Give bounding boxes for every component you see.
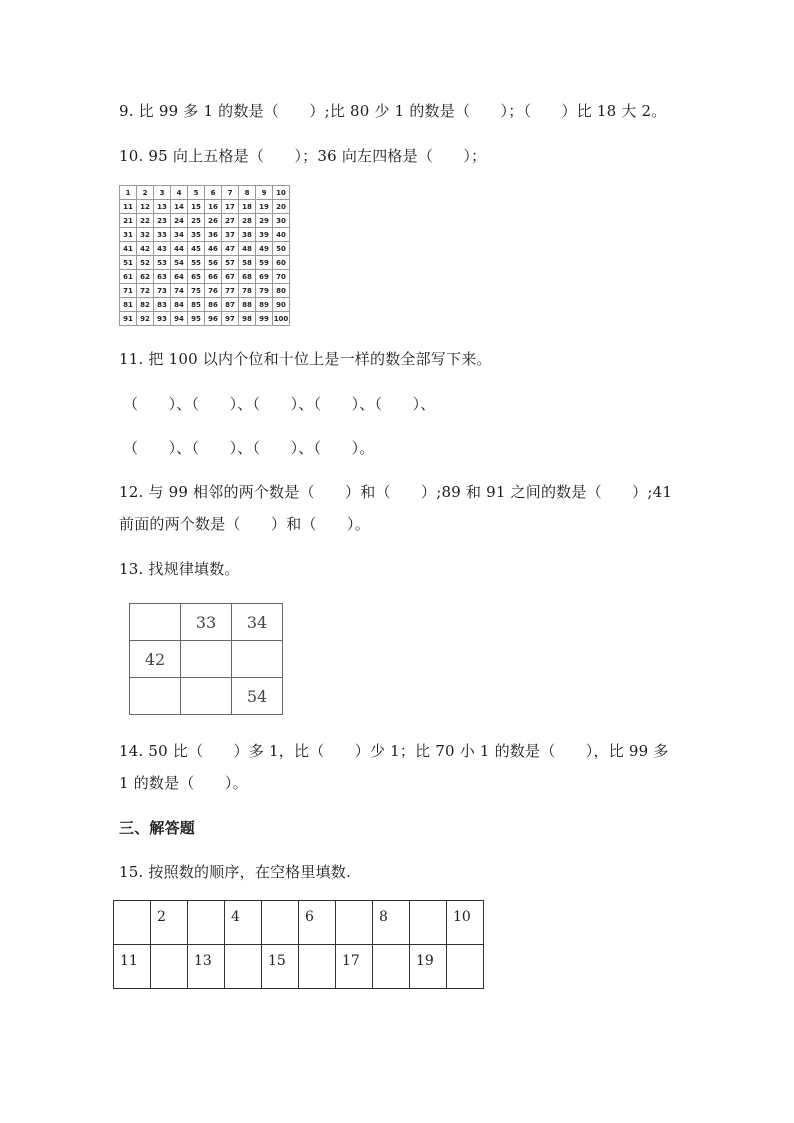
sequence-table-cell: 15: [262, 945, 299, 989]
hundred-chart-cell: 20: [273, 200, 290, 214]
sequence-table-cell: 19: [410, 945, 447, 989]
question-11-blanks-line1: （ ）、（ ）、（ ）、（ ）、（ ）、: [123, 395, 436, 413]
hundred-chart-cell: 67: [222, 270, 239, 284]
hundred-chart-cell: 6: [205, 186, 222, 200]
hundred-chart-cell: 42: [137, 242, 154, 256]
sequence-table-row: [114, 901, 484, 945]
hundred-chart-cell: 36: [205, 228, 222, 242]
hundred-chart-cell: 41: [120, 242, 137, 256]
sequence-table-cell: 2: [151, 901, 188, 945]
hundred-chart-cell: 60: [273, 256, 290, 270]
hundred-chart-cell: 12: [137, 200, 154, 214]
pattern-grid-row: [130, 678, 283, 715]
hundred-chart-cell: 13: [154, 200, 171, 214]
hundred-chart-cell: 45: [188, 242, 205, 256]
hundred-chart-cell: 3: [154, 186, 171, 200]
hundred-chart-cell: 38: [239, 228, 256, 242]
hundred-chart-cell: 25: [188, 214, 205, 228]
hundred-chart-cell: 54: [171, 256, 188, 270]
sequence-table-cell: 11: [114, 945, 151, 989]
sequence-table-row: [114, 945, 484, 989]
hundred-chart-cell: 73: [154, 284, 171, 298]
hundred-chart-cell: 10: [273, 186, 290, 200]
hundred-chart-cell: 28: [239, 214, 256, 228]
hundred-chart-cell: 62: [137, 270, 154, 284]
hundred-chart-cell: 88: [239, 298, 256, 312]
sequence-table-cell[interactable]: [188, 901, 225, 945]
hundred-chart-cell: 47: [222, 242, 239, 256]
pattern-grid-cell[interactable]: [130, 604, 181, 641]
question-9: 9. 比 99 多 1 的数是（ ）;比 80 少 1 的数是（ ）；（ ）比 18 大 2。: [119, 102, 667, 120]
sequence-table-cell: 17: [336, 945, 373, 989]
question-11-title: 11. 把 100 以内个位和十位上是一样的数全部写下来。: [119, 350, 492, 368]
hundred-chart-cell: 95: [188, 312, 205, 326]
sequence-table-cell[interactable]: [114, 901, 151, 945]
hundred-chart-row: [120, 186, 290, 200]
hundred-chart-cell: 63: [154, 270, 171, 284]
hundred-chart-cell: 90: [273, 298, 290, 312]
hundred-chart-cell: 98: [239, 312, 256, 326]
hundred-chart-cell: 40: [273, 228, 290, 242]
pattern-grid-cell[interactable]: [232, 641, 283, 678]
question-10: 10. 95 向上五格是（ ）；36 向左四格是（ ）；: [119, 147, 487, 165]
hundred-chart-cell: 55: [188, 256, 205, 270]
hundred-chart-cell: 69: [256, 270, 273, 284]
hundred-chart-row: [120, 256, 290, 270]
sequence-table-cell[interactable]: [151, 945, 188, 989]
hundred-chart-cell: 5: [188, 186, 205, 200]
hundred-chart-cell: 96: [205, 312, 222, 326]
hundred-chart-cell: 68: [239, 270, 256, 284]
hundred-chart-cell: 27: [222, 214, 239, 228]
hundred-chart-cell: 76: [205, 284, 222, 298]
hundred-chart-cell: 78: [239, 284, 256, 298]
hundred-chart-cell: 92: [137, 312, 154, 326]
pattern-grid-cell[interactable]: [130, 678, 181, 715]
sequence-table-cell[interactable]: [225, 945, 262, 989]
hundred-chart-cell: 19: [256, 200, 273, 214]
hundred-chart-cell: 75: [188, 284, 205, 298]
hundred-chart-cell: 53: [154, 256, 171, 270]
hundred-chart-cell: 2: [137, 186, 154, 200]
hundred-chart-cell: 66: [205, 270, 222, 284]
hundred-chart-cell: 35: [188, 228, 205, 242]
sequence-table-cell[interactable]: [336, 901, 373, 945]
question-13-title: 13. 找规律填数。: [119, 560, 240, 578]
hundred-chart-row: [120, 214, 290, 228]
sequence-table-cell[interactable]: [410, 901, 447, 945]
section-heading-answers: 三、解答题: [119, 819, 196, 837]
hundred-chart-row: [120, 298, 290, 312]
hundred-chart-cell: 1: [120, 186, 137, 200]
hundred-chart-cell: 43: [154, 242, 171, 256]
pattern-grid-row: [130, 604, 283, 641]
hundred-chart-row: [120, 270, 290, 284]
hundred-chart-cell: 57: [222, 256, 239, 270]
pattern-grid-cell: 34: [232, 604, 283, 641]
hundred-chart-cell: 84: [171, 298, 188, 312]
hundred-chart-cell: 100: [273, 312, 290, 326]
hundred-chart-cell: 22: [137, 214, 154, 228]
hundred-chart-cell: 11: [120, 200, 137, 214]
hundred-chart-cell: 72: [137, 284, 154, 298]
pattern-grid-cell: 42: [130, 641, 181, 678]
hundred-chart-cell: 37: [222, 228, 239, 242]
hundred-chart-cell: 86: [205, 298, 222, 312]
hundred-chart-row: [120, 228, 290, 242]
sequence-table-cell: 13: [188, 945, 225, 989]
hundred-chart-cell: 52: [137, 256, 154, 270]
hundred-chart-cell: 56: [205, 256, 222, 270]
hundred-chart-cell: 31: [120, 228, 137, 242]
hundred-chart-cell: 26: [205, 214, 222, 228]
sequence-table-cell[interactable]: [447, 945, 484, 989]
sequence-table-cell: 10: [447, 901, 484, 945]
hundred-chart-cell: 29: [256, 214, 273, 228]
hundred-chart-cell: 99: [256, 312, 273, 326]
question-15-title: 15. 按照数的顺序，在空格里填数.: [119, 863, 351, 881]
hundred-chart-cell: 44: [171, 242, 188, 256]
hundred-chart-cell: 83: [154, 298, 171, 312]
hundred-chart-cell: 48: [239, 242, 256, 256]
hundred-chart: [119, 185, 290, 326]
hundred-chart-cell: 17: [222, 200, 239, 214]
question-11-blanks-line2: （ ）、（ ）、（ ）、（ ）。: [123, 439, 375, 457]
pattern-grid-cell: 33: [181, 604, 232, 641]
hundred-chart-cell: 91: [120, 312, 137, 326]
sequence-table-cell[interactable]: [373, 945, 410, 989]
hundred-chart-cell: 81: [120, 298, 137, 312]
hundred-chart-cell: 32: [137, 228, 154, 242]
hundred-chart-cell: 16: [205, 200, 222, 214]
hundred-chart-cell: 87: [222, 298, 239, 312]
hundred-chart-cell: 71: [120, 284, 137, 298]
hundred-chart-cell: 85: [188, 298, 205, 312]
hundred-chart-cell: 49: [256, 242, 273, 256]
hundred-chart-cell: 97: [222, 312, 239, 326]
question-12-line2: 前面的两个数是（ ）和（ ）。: [119, 515, 370, 533]
hundred-chart-cell: 4: [171, 186, 188, 200]
hundred-chart-cell: 64: [171, 270, 188, 284]
sequence-table-cell[interactable]: [299, 945, 336, 989]
hundred-chart-cell: 30: [273, 214, 290, 228]
hundred-chart-row: [120, 242, 290, 256]
hundred-chart-cell: 94: [171, 312, 188, 326]
hundred-chart-cell: 77: [222, 284, 239, 298]
pattern-grid: [129, 603, 283, 715]
hundred-chart-row: [120, 284, 290, 298]
hundred-chart-cell: 82: [137, 298, 154, 312]
hundred-chart-cell: 58: [239, 256, 256, 270]
hundred-chart-cell: 15: [188, 200, 205, 214]
hundred-chart-cell: 24: [171, 214, 188, 228]
hundred-chart-cell: 51: [120, 256, 137, 270]
sequence-table-cell: 8: [373, 901, 410, 945]
pattern-grid-cell: 54: [232, 678, 283, 715]
pattern-grid-cell[interactable]: [181, 641, 232, 678]
hundred-chart-cell: 89: [256, 298, 273, 312]
hundred-chart-cell: 61: [120, 270, 137, 284]
hundred-chart-cell: 23: [154, 214, 171, 228]
hundred-chart-cell: 14: [171, 200, 188, 214]
hundred-chart-cell: 21: [120, 214, 137, 228]
hundred-chart-cell: 18: [239, 200, 256, 214]
hundred-chart-row: [120, 200, 290, 214]
hundred-chart-cell: 70: [273, 270, 290, 284]
hundred-chart-cell: 50: [273, 242, 290, 256]
sequence-table: [113, 900, 484, 989]
question-12-line1: 12. 与 99 相邻的两个数是（ ）和（ ）;89 和 91 之间的数是（ ）;41: [119, 483, 673, 501]
hundred-chart-cell: 39: [256, 228, 273, 242]
hundred-chart-row: [120, 312, 290, 326]
sequence-table-cell[interactable]: [262, 901, 299, 945]
question-14-line1: 14. 50 比（ ）多 1，比（ ）少 1；比 70 小 1 的数是（ ），比 99 多: [119, 742, 669, 760]
hundred-chart-cell: 8: [239, 186, 256, 200]
hundred-chart-cell: 74: [171, 284, 188, 298]
sequence-table-cell: 6: [299, 901, 336, 945]
hundred-chart-cell: 9: [256, 186, 273, 200]
pattern-grid-row: [130, 641, 283, 678]
hundred-chart-cell: 7: [222, 186, 239, 200]
hundred-chart-cell: 46: [205, 242, 222, 256]
hundred-chart-cell: 93: [154, 312, 171, 326]
hundred-chart-cell: 80: [273, 284, 290, 298]
sequence-table-cell: 4: [225, 901, 262, 945]
hundred-chart-cell: 34: [171, 228, 188, 242]
hundred-chart-cell: 65: [188, 270, 205, 284]
hundred-chart-cell: 79: [256, 284, 273, 298]
question-14-line2: 1 的数是（ ）。: [119, 774, 248, 792]
pattern-grid-cell[interactable]: [181, 678, 232, 715]
hundred-chart-cell: 33: [154, 228, 171, 242]
hundred-chart-cell: 59: [256, 256, 273, 270]
